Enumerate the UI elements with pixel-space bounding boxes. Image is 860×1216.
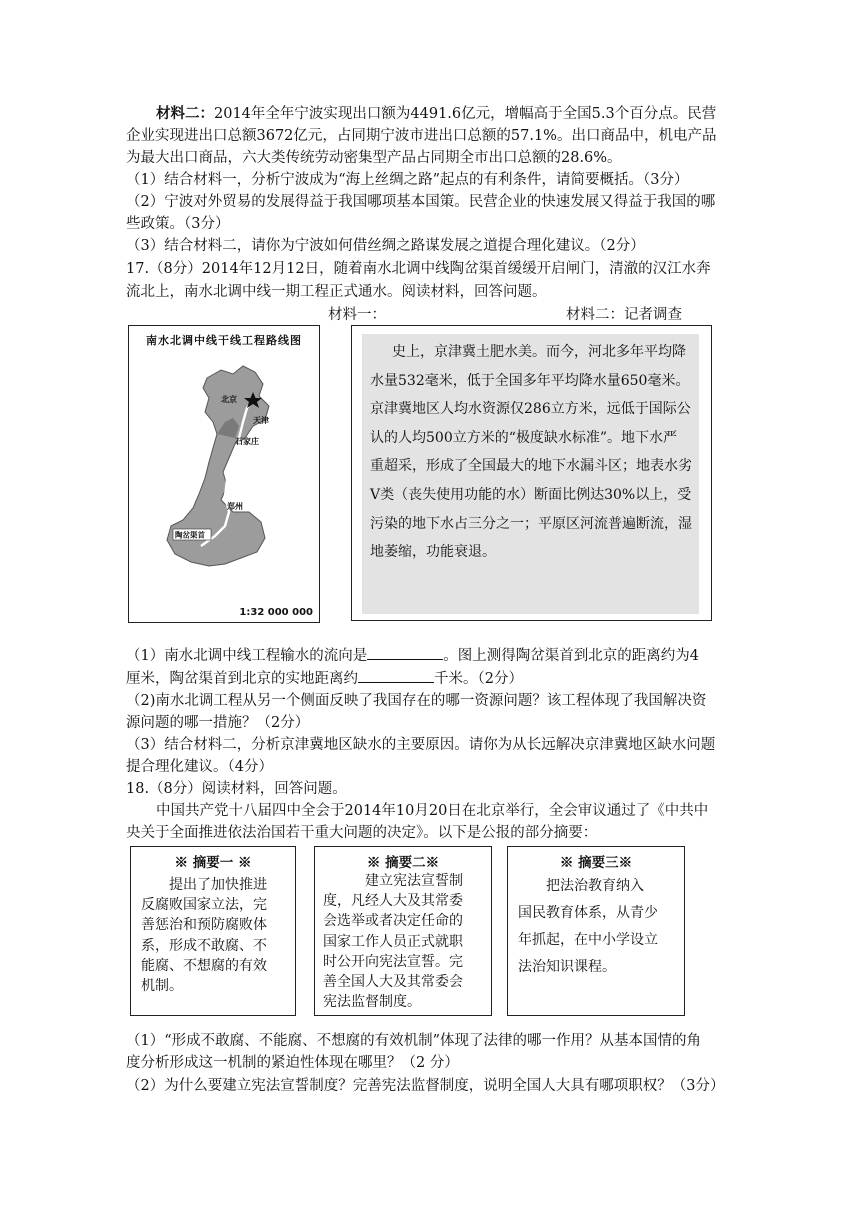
map-label-beijing: 北京 — [221, 395, 237, 404]
map-label-taocha: 陶岔渠首 — [175, 530, 205, 540]
q18-intro-line2: 中国共产党十八届四中全会于2014年10月20日在北京举行，全会审议通过了《中共中 — [156, 803, 709, 819]
q17-part1-line2: 厘米，陶岔渠首到北京的实地距离约 千米。（2分） — [126, 668, 736, 690]
material-one-label: 材料一： — [328, 307, 386, 323]
q17-part3-line1: （3）结合材料二，分析京津冀地区缺水的主要原因。请你为从长远解决京津冀地区缺水问题 — [126, 737, 716, 753]
survey-line: 认的人均500立方米的“极度缺水标准”。地下水严 — [370, 429, 678, 446]
q17-intro-line1: 17.（8分）2014年12月12日，随着南水北调中线陶岔渠首缓缓开启闸门，清澈的汉江水奔 — [126, 261, 711, 277]
map-title: 南水北调中线干线工程路线图 — [146, 334, 302, 347]
summary-card-title: ※ 摘要二※ — [366, 855, 440, 871]
q17-part3-line2: 提合理化建议。（4分） — [126, 759, 273, 775]
summary-card-body: 提出了加快推进 反腐败国家立法，完 善惩治和预防腐败体 系，形成不敢腐、不 能腐、不想腐的有效 机制。 — [141, 877, 267, 995]
q18-intro-line1: 18.（8分）阅读材料，回答问题。 — [126, 781, 347, 797]
q17-part1-line1: （1）南水北调中线工程输水的流向是 。图上测得陶岔渠首到北京的距离约为4 — [126, 645, 736, 667]
answer-blank-flow-direction[interactable] — [367, 645, 443, 660]
map-label-shijiazhuang: 石家庄 — [235, 437, 259, 446]
answer-blank-distance[interactable] — [358, 668, 434, 683]
survey-text — [362, 334, 699, 614]
summary-card-title: ※ 摘要三※ — [559, 855, 633, 871]
summary-card-title: ※ 摘要一 ※ — [174, 855, 252, 871]
survey-line: Ⅴ类（丧失使用功能的水）断面比例达30%以上，受 — [370, 486, 692, 503]
material-two-survey-label: 材料二：记者调查 — [566, 307, 682, 323]
map-label-zhengzhou: 郑州 — [227, 502, 243, 511]
map-graphic — [129, 326, 319, 622]
survey-line: 地萎缩，功能衰退。 — [370, 544, 496, 561]
material-two-para-line-1: 材料二：2014年全年宁波实现出口额为4491.6亿元，增幅高于全国5.3个百分点。民营 — [156, 105, 717, 122]
survey-line: 京津冀地区人均水资源仅286立方米，远低于国际公 — [370, 401, 691, 418]
q17-part2-line2: 源问题的哪一措施？（2分） — [126, 715, 310, 731]
map-scale: 1:32 000 000 — [239, 607, 313, 618]
summary-card-body: 建立宪法宣誓制 度，凡经人大及其常委 会选举或者决定任命的 国家工作人员正式就职 时公开向宪法宣誓。完 善全国人大及其常委会 宪法监督制度。 — [323, 873, 463, 1011]
q16-part1: （1）结合材料一，分析宁波成为“海上丝绸之路”起点的有利条件，请简要概括。（3分） — [126, 172, 689, 188]
summary-card-2 — [314, 846, 492, 1016]
q16-part2-line2: 些政策。（3分） — [126, 216, 230, 232]
q18-part1-line2: 度分析形成这一机制的紧迫性体现在哪里？（2 分） — [126, 1055, 459, 1071]
q18-part2: （2）为什么要建立宪法宣誓制度？完善宪法监督制度，说明全国人大具有哪项职权？（3分） — [126, 1078, 725, 1094]
survey-box — [351, 325, 712, 621]
survey-line: 水量532毫米，低于全国多年平均降水量650毫米。 — [370, 372, 690, 389]
q17-part2-line1: （2)南水北调工程从另一个侧面反映了我国存在的哪一资源问题？该工程体现了我国解决资 — [126, 693, 707, 709]
q18-intro-line3: 央关于全面推进依法治国若干重大问题的决定》。以下是公报的部分摘要： — [126, 825, 598, 841]
map-label-tianjin: 天津 — [253, 416, 269, 425]
material-two-para-line-2: 企业实现进出口总额3672亿元，占同期宁波市进出口总额的57.1%。出口商品中，机电产品 — [126, 128, 717, 144]
summary-card-1 — [130, 846, 296, 1016]
q16-part3: （3）结合材料二，请你为宁波如何借丝绸之路谋发展之道提合理化建议。（2分） — [126, 238, 645, 254]
survey-line: 重超采，形成了全国最大的地下水漏斗区；地表水劣 — [370, 458, 692, 475]
q17-intro-line2: 流北上，南水北调中线一期工程正式通水。阅读材料，回答问题。 — [126, 284, 547, 300]
material-two-para-line-3: 为最大出口商品，六大类传统劳动密集型产品占同期全市出口总额的28.6%。 — [126, 150, 622, 166]
q18-part1-line1: （1）“形成不敢腐、不能腐、不想腐的有效机制”体现了法律的哪一作用？从基本国情的角 — [126, 1033, 702, 1049]
route-map — [128, 325, 320, 623]
survey-line: 史上，京津冀土肥水美。而今，河北多年平均降 — [392, 344, 686, 360]
summary-card-3 — [507, 846, 685, 1016]
material-two-label: 材料二： — [156, 105, 214, 122]
survey-line: 污染的地下水占三分之一；平原区河流普遍断流，湿 — [370, 515, 692, 532]
q16-part2-line1: （2）宁波对外贸易的发展得益于我国哪项基本国策。民营企业的快速发展又得益于我国的哪 — [126, 194, 716, 210]
summary-card-body: 把法治教育纳入 国民教育体系，从青少 年抓起，在中小学设立 法治知识课程。 — [518, 878, 658, 975]
